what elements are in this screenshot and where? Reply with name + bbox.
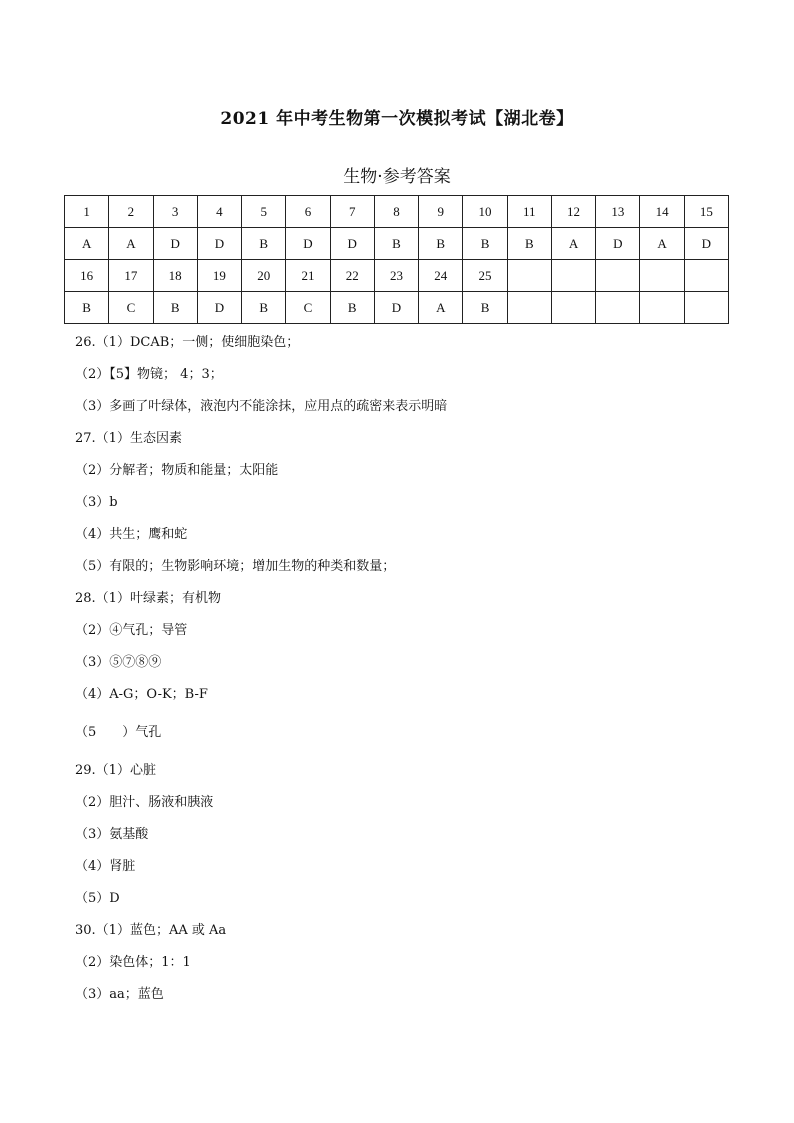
table-cell: D (684, 228, 728, 260)
table-cell: 24 (419, 260, 463, 292)
table-cell: 4 (197, 196, 241, 228)
answer-line: 28.（1）叶绿素；有机物 (75, 591, 221, 606)
table-cell: D (330, 228, 374, 260)
table-cell (684, 260, 728, 292)
table-cell: 25 (463, 260, 507, 292)
answer-line: （5 ）气孔 (75, 725, 162, 740)
answer-list (75, 334, 754, 1018)
table-cell (507, 260, 551, 292)
table-cell: D (153, 228, 197, 260)
table-cell: D (197, 228, 241, 260)
table-cell: A (419, 292, 463, 324)
table-cell: C (286, 292, 330, 324)
table-cell: 22 (330, 260, 374, 292)
table-cell: 10 (463, 196, 507, 228)
table-cell: B (242, 228, 286, 260)
table-cell (596, 260, 640, 292)
answer-line: （5）D (75, 891, 120, 906)
table-cell: A (65, 228, 109, 260)
table-cell (596, 292, 640, 324)
answer-line: （3）多画了叶绿体，液泡内不能涂抹，应用点的疏密来表示明暗 (75, 399, 448, 414)
table-cell: D (596, 228, 640, 260)
table-cell: 21 (286, 260, 330, 292)
table-cell (684, 292, 728, 324)
answer-line: （2）分解者；物质和能量；太阳能 (75, 463, 279, 478)
table-cell: 7 (330, 196, 374, 228)
table-row (65, 292, 729, 324)
table-cell: 15 (684, 196, 728, 228)
answer-line: （3）aa；蓝色 (75, 987, 164, 1002)
table-cell: B (463, 228, 507, 260)
table-cell: 23 (374, 260, 418, 292)
table-cell (507, 292, 551, 324)
answer-line: （4）肾脏 (75, 859, 136, 874)
page-title: 2021 年中考生物第一次模拟考试【湖北卷】 (220, 109, 574, 129)
table-cell: 14 (640, 196, 684, 228)
answer-line: （2）④气孔；导管 (75, 623, 188, 638)
table-cell: 13 (596, 196, 640, 228)
table-cell (551, 260, 595, 292)
table-cell: 6 (286, 196, 330, 228)
table-cell: 9 (419, 196, 463, 228)
table-cell: 20 (242, 260, 286, 292)
table-cell: 1 (65, 196, 109, 228)
table-cell: 8 (374, 196, 418, 228)
table-cell (640, 292, 684, 324)
answer-line: 30.（1）蓝色；AA 或 Aa (75, 923, 227, 938)
table-cell: B (65, 292, 109, 324)
table-cell: 16 (65, 260, 109, 292)
table-cell: B (463, 292, 507, 324)
answer-line: （3）b (75, 495, 118, 510)
answer-line: （4）共生；鹰和蛇 (75, 527, 188, 542)
table-cell: A (551, 228, 595, 260)
table-cell: B (153, 292, 197, 324)
answer-line: （3）⑤⑦⑧⑨ (75, 655, 162, 670)
table-cell: 2 (109, 196, 153, 228)
table-row (65, 196, 729, 228)
table-cell: 3 (153, 196, 197, 228)
answer-line: （2）胆汁、肠液和胰液 (75, 795, 214, 810)
answer-line: （4）A-G；O-K；B-F (75, 687, 208, 702)
table-row (65, 228, 729, 260)
answer-line: 26.（1）DCAB；一侧；使细胞染色； (75, 335, 300, 350)
page-subtitle: 生物·参考答案 (343, 167, 451, 187)
table-cell: B (419, 228, 463, 260)
table-cell: 17 (109, 260, 153, 292)
table-cell: B (330, 292, 374, 324)
table-cell (640, 260, 684, 292)
table-cell: 19 (197, 260, 241, 292)
answer-line: 29.（1）心脏 (75, 763, 156, 778)
table-cell: C (109, 292, 153, 324)
answer-line: （5）有限的；生物影响环境；增加生物的种类和数量； (75, 559, 396, 574)
table-cell: A (109, 228, 153, 260)
answer-line: 27.（1）生态因素 (75, 431, 182, 446)
answer-line: （3）氨基酸 (75, 827, 149, 842)
table-cell: 11 (507, 196, 551, 228)
table-cell: B (374, 228, 418, 260)
table-cell: B (507, 228, 551, 260)
table-cell: 12 (551, 196, 595, 228)
answer-table (64, 195, 729, 324)
table-cell: 18 (153, 260, 197, 292)
answer-line: （2）染色体；1：1 (75, 955, 191, 970)
table-cell: D (197, 292, 241, 324)
table-cell: D (286, 228, 330, 260)
answer-line: （2）【5】物镜； 4；3； (75, 367, 223, 382)
table-cell (551, 292, 595, 324)
table-cell: D (374, 292, 418, 324)
table-cell: B (242, 292, 286, 324)
table-row (65, 260, 729, 292)
table-cell: A (640, 228, 684, 260)
table-cell: 5 (242, 196, 286, 228)
